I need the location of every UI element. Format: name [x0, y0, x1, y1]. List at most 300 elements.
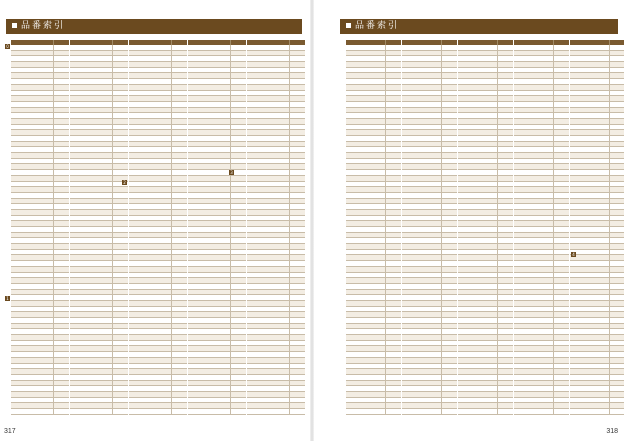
part-number-cell [70, 204, 112, 209]
part-number-cell [514, 352, 553, 357]
part-number-cell [188, 318, 230, 323]
part-number-cell [188, 216, 230, 221]
page-ref-cell [230, 324, 245, 329]
part-number-cell [458, 45, 497, 50]
page-ref-cell [289, 136, 304, 141]
part-number-cell [402, 346, 441, 351]
part-number-cell [11, 159, 53, 164]
part-number-cell [247, 386, 289, 391]
page-ref-cell [53, 79, 68, 84]
part-number-cell [247, 284, 289, 289]
part-number-cell [247, 352, 289, 357]
page-ref-cell [553, 96, 568, 101]
page-ref-cell [497, 96, 512, 101]
part-number-cell [570, 142, 609, 147]
page-ref-cell [553, 278, 568, 283]
part-number-cell [458, 341, 497, 346]
page-ref-cell [112, 392, 127, 397]
page-ref-cell [230, 85, 245, 90]
part-number-cell [188, 102, 230, 107]
page-ref-cell [53, 182, 68, 187]
part-number-cell [514, 45, 553, 50]
page-ref-cell [553, 210, 568, 215]
page-ref-cell [385, 170, 400, 175]
page-ref-cell [230, 210, 245, 215]
part-number-cell [129, 312, 171, 317]
part-number-cell [346, 153, 385, 158]
part-number-cell [129, 130, 171, 135]
part-number-cell [402, 108, 441, 113]
index-column [458, 40, 513, 415]
part-number-cell [247, 113, 289, 118]
page-ref-cell [385, 153, 400, 158]
part-number-cell [458, 159, 497, 164]
page-ref-cell [497, 324, 512, 329]
part-number-cell [570, 125, 609, 130]
page-ref-cell [171, 290, 186, 295]
part-number-cell [188, 79, 230, 84]
page-ref-cell [289, 284, 304, 289]
page-ref-cell [385, 79, 400, 84]
part-number-cell [247, 91, 289, 96]
page-ref-cell [497, 244, 512, 249]
page-ref-cell [497, 210, 512, 215]
page-ref-cell [553, 227, 568, 232]
part-number-cell [402, 381, 441, 386]
part-number-cell [514, 51, 553, 56]
part-number-cell [11, 278, 53, 283]
page-ref-cell [553, 352, 568, 357]
page-ref-cell [385, 352, 400, 357]
page-ref-cell [112, 51, 127, 56]
part-number-cell [402, 341, 441, 346]
part-number-cell [570, 301, 609, 306]
part-number-cell [458, 273, 497, 278]
page-ref-cell [497, 284, 512, 289]
part-number-cell [570, 79, 609, 84]
part-number-cell [247, 56, 289, 61]
part-number-cell [70, 91, 112, 96]
page-ref-cell [609, 221, 624, 226]
part-number-cell [402, 278, 441, 283]
part-number-cell [188, 273, 230, 278]
page-ref-cell [553, 136, 568, 141]
page-ref-cell [230, 204, 245, 209]
part-number-cell [570, 261, 609, 266]
part-number-cell [247, 307, 289, 312]
page-ref-cell [53, 335, 68, 340]
page-ref-cell [230, 159, 245, 164]
part-number-cell [570, 403, 609, 408]
part-number-cell [188, 341, 230, 346]
part-number-cell [129, 369, 171, 374]
page-ref-cell [553, 312, 568, 317]
part-number-cell [188, 193, 230, 198]
part-number-cell [70, 290, 112, 295]
page-ref-cell [553, 204, 568, 209]
part-number-cell [70, 108, 112, 113]
page-ref-cell [53, 324, 68, 329]
page-ref-cell [289, 324, 304, 329]
page-ref-cell [289, 147, 304, 152]
page-ref-cell [112, 261, 127, 266]
page-ref-cell [497, 176, 512, 181]
index-column [514, 40, 569, 415]
page-ref-cell [171, 96, 186, 101]
part-number-cell [458, 221, 497, 226]
part-number-cell [70, 386, 112, 391]
page-ref-cell [609, 153, 624, 158]
part-number-cell [402, 147, 441, 152]
page-ref-cell [289, 403, 304, 408]
part-number-cell [346, 119, 385, 124]
page-ref-cell [609, 199, 624, 204]
page-ref-cell [553, 142, 568, 147]
page-ref-cell [441, 73, 456, 78]
part-number-cell [11, 290, 53, 295]
part-number-cell [70, 375, 112, 380]
part-number-cell [346, 91, 385, 96]
page-ref-cell [497, 73, 512, 78]
page-ref-cell [553, 318, 568, 323]
part-number-cell [70, 199, 112, 204]
part-number-cell [570, 56, 609, 61]
page-ref-cell [497, 164, 512, 169]
page-ref-cell [171, 335, 186, 340]
part-number-cell [188, 119, 230, 124]
part-number-cell [458, 329, 497, 334]
page-ref-cell [289, 153, 304, 158]
page-ref-cell [609, 335, 624, 340]
page-ref-cell [497, 125, 512, 130]
page-ref-cell [53, 409, 68, 414]
page-ref-cell [441, 409, 456, 414]
part-number-cell [129, 210, 171, 215]
part-number-cell [70, 278, 112, 283]
page-ref-cell [112, 267, 127, 272]
part-number-cell [247, 187, 289, 192]
part-number-cell [188, 130, 230, 135]
page-ref-cell [171, 352, 186, 357]
part-number-cell [402, 250, 441, 255]
part-number-cell [247, 329, 289, 334]
part-number-cell [514, 125, 553, 130]
part-number-cell [346, 301, 385, 306]
page-ref-cell [171, 119, 186, 124]
part-number-cell [11, 381, 53, 386]
page-ref-cell [230, 73, 245, 78]
page-ref-cell [171, 159, 186, 164]
page-ref-cell [609, 267, 624, 272]
page-ref-cell [289, 193, 304, 198]
page-ref-cell [289, 329, 304, 334]
part-number-cell [247, 301, 289, 306]
part-number-cell [346, 312, 385, 317]
part-number-cell [458, 204, 497, 209]
page-ref-cell [441, 164, 456, 169]
part-number-cell [247, 159, 289, 164]
part-number-cell [402, 187, 441, 192]
page-ref-cell [497, 346, 512, 351]
page-ref-cell [112, 250, 127, 255]
part-number-cell [402, 176, 441, 181]
part-number-cell [346, 358, 385, 363]
page-ref-cell [441, 273, 456, 278]
part-number-cell [458, 119, 497, 124]
part-number-cell [346, 278, 385, 283]
part-number-cell [458, 409, 497, 414]
part-number-cell [188, 153, 230, 158]
part-number-cell [70, 261, 112, 266]
page-ref-cell [112, 68, 127, 73]
part-number-cell [129, 176, 171, 181]
page-ref-cell [230, 221, 245, 226]
part-number-cell [188, 125, 230, 130]
part-number-cell [346, 210, 385, 215]
part-number-cell [346, 182, 385, 187]
page-ref-cell [497, 403, 512, 408]
page-ref-cell [553, 341, 568, 346]
page-ref-cell [230, 352, 245, 357]
title-square-icon [346, 23, 351, 28]
part-number-cell [129, 392, 171, 397]
part-number-cell [188, 45, 230, 50]
part-number-cell [70, 227, 112, 232]
part-number-cell [458, 267, 497, 272]
part-number-cell [346, 125, 385, 130]
page-ref-cell [112, 85, 127, 90]
page-ref-cell [441, 335, 456, 340]
part-number-cell [458, 130, 497, 135]
part-number-cell [402, 312, 441, 317]
page-ref-cell [441, 85, 456, 90]
page-ref-cell [385, 119, 400, 124]
part-number-cell [11, 273, 53, 278]
page-ref-cell [289, 204, 304, 209]
page-ref-cell [385, 284, 400, 289]
page-ref-cell [553, 375, 568, 380]
page-ref-cell [609, 187, 624, 192]
section-marker: 0 [6, 44, 9, 49]
page-ref-cell [289, 216, 304, 221]
part-number-cell [570, 187, 609, 192]
part-number-cell [11, 392, 53, 397]
part-number-cell [70, 267, 112, 272]
part-number-cell [188, 113, 230, 118]
page-ref-cell [53, 73, 68, 78]
page-ref-cell [112, 352, 127, 357]
part-number-cell [458, 68, 497, 73]
page-ref-cell [112, 130, 127, 135]
index-column [346, 40, 401, 415]
page-ref-cell [112, 79, 127, 84]
part-number-cell [458, 392, 497, 397]
part-number-cell [514, 358, 553, 363]
page-ref-cell [609, 409, 624, 414]
page-ref-cell [230, 130, 245, 135]
part-number-cell [11, 255, 53, 260]
page-ref-cell [289, 278, 304, 283]
page-ref-cell [171, 318, 186, 323]
page-ref-cell [112, 73, 127, 78]
page-ref-cell [171, 182, 186, 187]
page-ref-cell [289, 238, 304, 243]
table-row [188, 409, 246, 415]
page-ref-cell [171, 147, 186, 152]
part-number-cell [129, 335, 171, 340]
part-number-cell [346, 147, 385, 152]
part-number-cell [402, 45, 441, 50]
part-number-cell [129, 329, 171, 334]
part-number-cell [188, 250, 230, 255]
page-ref-cell [112, 56, 127, 61]
page-ref-cell [230, 142, 245, 147]
page-ref-cell [609, 142, 624, 147]
part-number-cell [129, 341, 171, 346]
part-number-cell [70, 176, 112, 181]
part-number-cell [570, 130, 609, 135]
part-number-cell [458, 261, 497, 266]
page-ref-cell [385, 102, 400, 107]
part-number-cell [70, 307, 112, 312]
part-number-cell [11, 233, 53, 238]
part-number-cell [402, 51, 441, 56]
part-number-cell [247, 102, 289, 107]
page-ref-cell [112, 244, 127, 249]
part-number-cell [402, 369, 441, 374]
page-ref-cell [171, 56, 186, 61]
page-ref-cell [230, 267, 245, 272]
page-ref-cell [289, 113, 304, 118]
page-number: 318 [606, 428, 618, 435]
page-ref-cell [53, 290, 68, 295]
part-number-cell [402, 335, 441, 340]
page-ref-cell [171, 73, 186, 78]
page-ref-cell [171, 164, 186, 169]
part-number-cell [129, 62, 171, 67]
page-ref-cell [441, 358, 456, 363]
page-ref-cell [171, 381, 186, 386]
page-ref-cell [112, 227, 127, 232]
page-ref-cell [230, 199, 245, 204]
page-ref-cell [112, 290, 127, 295]
page-ref-cell [385, 193, 400, 198]
page-ref-cell [53, 199, 68, 204]
index-columns [346, 40, 624, 415]
page-ref-cell [112, 386, 127, 391]
part-number-cell [514, 221, 553, 226]
part-number-cell [247, 341, 289, 346]
page-ref-cell [53, 119, 68, 124]
page-ref-cell [112, 221, 127, 226]
page-ref-cell [171, 386, 186, 391]
part-number-cell [346, 193, 385, 198]
page-ref-cell [609, 164, 624, 169]
part-number-cell [70, 159, 112, 164]
page-ref-cell [53, 381, 68, 386]
part-number-cell [70, 113, 112, 118]
part-number-cell [458, 250, 497, 255]
part-number-cell [129, 318, 171, 323]
part-number-cell [402, 255, 441, 260]
page-ref-cell [609, 45, 624, 50]
page-ref-cell [53, 273, 68, 278]
part-number-cell [570, 136, 609, 141]
part-number-cell [514, 85, 553, 90]
page-ref-cell [289, 182, 304, 187]
page-ref-cell [53, 193, 68, 198]
part-number-cell [402, 221, 441, 226]
page-ref-cell [289, 79, 304, 84]
part-number-cell [346, 204, 385, 209]
page-ref-cell [230, 290, 245, 295]
part-number-cell [70, 125, 112, 130]
part-number-cell [402, 261, 441, 266]
part-number-cell [188, 233, 230, 238]
page-ref-cell [53, 85, 68, 90]
part-number-cell [514, 216, 553, 221]
page-ref-cell [385, 261, 400, 266]
page-ref-cell [609, 386, 624, 391]
page-ref-cell [53, 45, 68, 50]
page-ref-cell [112, 409, 127, 414]
page-ref-cell [441, 369, 456, 374]
part-number-cell [346, 386, 385, 391]
part-number-cell [514, 273, 553, 278]
table-row [570, 409, 624, 415]
part-number-cell [458, 176, 497, 181]
part-number-cell [570, 267, 609, 272]
part-number-cell [458, 136, 497, 141]
page-ref-cell [230, 341, 245, 346]
part-number-cell [70, 170, 112, 175]
part-number-cell [129, 364, 171, 369]
page-ref-cell [53, 341, 68, 346]
table-row [129, 409, 187, 415]
page-ref-cell [385, 341, 400, 346]
part-number-cell [11, 79, 53, 84]
part-number-cell [402, 238, 441, 243]
section-marker: 2 [123, 180, 126, 185]
page-ref-cell [289, 307, 304, 312]
page-ref-cell [441, 233, 456, 238]
part-number-cell [570, 238, 609, 243]
page-ref-cell [441, 142, 456, 147]
page-ref-cell [53, 244, 68, 249]
part-number-cell [458, 290, 497, 295]
part-number-cell [247, 290, 289, 295]
page-ref-cell [553, 125, 568, 130]
page-ref-cell [441, 295, 456, 300]
part-number-cell [129, 358, 171, 363]
page-ref-cell [441, 170, 456, 175]
part-number-cell [247, 170, 289, 175]
part-number-cell [247, 358, 289, 363]
part-number-cell [570, 182, 609, 187]
page-ref-cell [289, 346, 304, 351]
page-ref-cell [553, 62, 568, 67]
page-ref-cell [497, 170, 512, 175]
part-number-cell [570, 307, 609, 312]
page-ref-cell [441, 130, 456, 135]
page-ref-cell [553, 164, 568, 169]
part-number-cell [346, 187, 385, 192]
page-ref-cell [112, 91, 127, 96]
part-number-cell [70, 51, 112, 56]
part-number-cell [188, 238, 230, 243]
page-ref-cell [497, 352, 512, 357]
part-number-cell [402, 386, 441, 391]
